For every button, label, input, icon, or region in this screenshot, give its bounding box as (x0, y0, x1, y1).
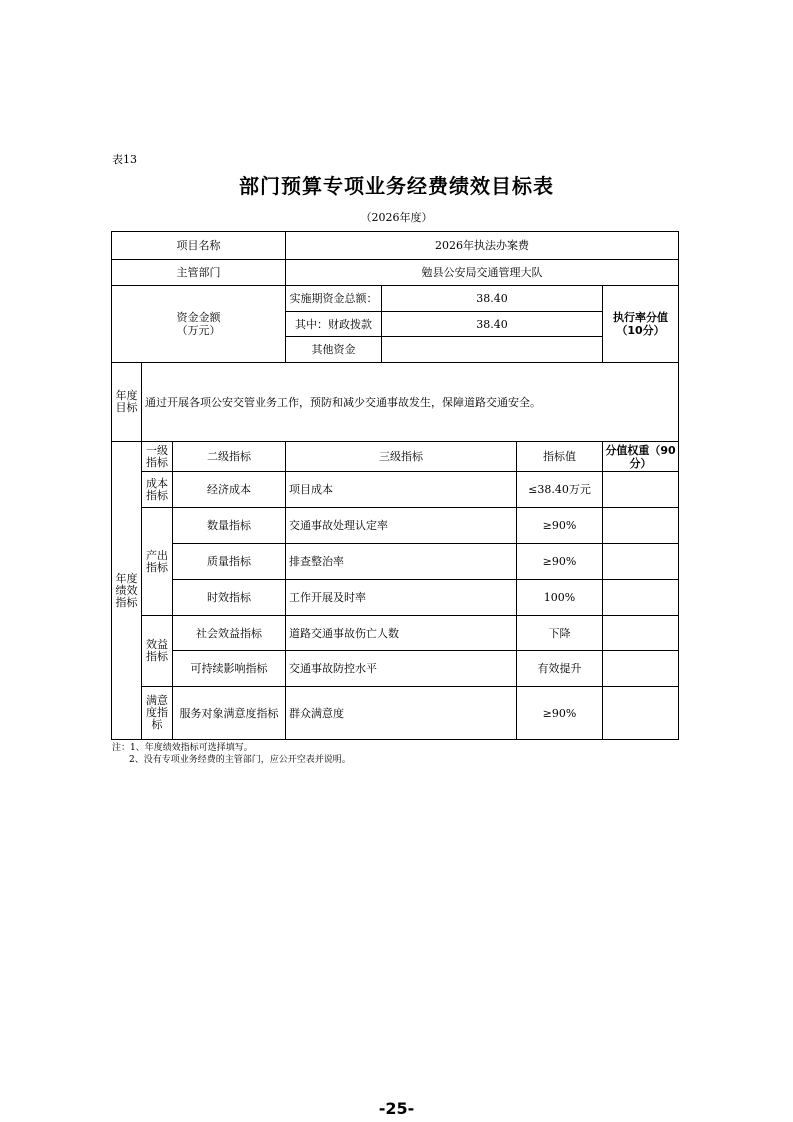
other-funds-value (382, 337, 603, 363)
level3-cell: 交通事故防控水平 (286, 651, 517, 687)
finance-allocation-value: 38.40 (382, 312, 603, 337)
value-cell: 下降 (517, 616, 603, 651)
page-number: -25- (378, 1099, 415, 1118)
annual-goal-label: 年度目标 (112, 363, 142, 442)
level3-cell: 群众满意度 (286, 687, 517, 740)
fiscal-year: （2026年度） (360, 211, 433, 224)
weight-cell (603, 616, 679, 651)
header-level2: 二级指标 (173, 442, 286, 472)
page-title: 部门预算专项业务经费绩效目标表 (239, 174, 554, 198)
level1-cost: 成本指标 (142, 472, 173, 508)
total-funds-value: 38.40 (382, 286, 603, 312)
value-cell: 有效提升 (517, 651, 603, 687)
header-level3: 三级指标 (286, 442, 517, 472)
total-funds-label: 实施期资金总额： (286, 286, 382, 312)
level3-cell: 交通事故处理认定率 (286, 508, 517, 544)
level3-cell: 道路交通事故伤亡人数 (286, 616, 517, 651)
level3-cell: 工作开展及时率 (286, 580, 517, 616)
value-cell: ≥90% (517, 544, 603, 580)
header-level1: 一级指标 (142, 442, 173, 472)
level3-cell: 排查整治率 (286, 544, 517, 580)
footnotes (112, 742, 351, 766)
execution-rate-score: 执行率分值（10分） (603, 286, 679, 363)
level2-cell: 服务对象满意度指标 (173, 687, 286, 740)
level1-benefit: 效益指标 (142, 616, 173, 687)
footnote-1: 注：1、年度绩效指标可选择填写。 (112, 743, 253, 753)
value-cell: 100% (517, 580, 603, 616)
level1-output: 产出指标 (142, 508, 173, 616)
weight-cell (603, 544, 679, 580)
level2-cell: 可持续影响指标 (173, 651, 286, 687)
department-label: 主管部门 (112, 260, 286, 286)
header-weight: 分值权重（90分） (603, 442, 679, 472)
value-cell: ≤38.40万元 (517, 472, 603, 508)
header-value: 指标值 (517, 442, 603, 472)
level2-cell: 经济成本 (173, 472, 286, 508)
department-value: 勉县公安局交通管理大队 (286, 260, 679, 286)
annual-goal-text: 通过开展各项公安交管业务工作，预防和减少交通事故发生，保障道路交通安全。 (142, 363, 679, 442)
project-name-label: 项目名称 (112, 232, 286, 260)
level2-cell: 数量指标 (173, 508, 286, 544)
performance-target-table (111, 231, 679, 740)
value-cell: ≥90% (517, 508, 603, 544)
weight-cell (603, 508, 679, 544)
weight-cell (603, 687, 679, 740)
funds-label-line1: 资金金额 (176, 311, 221, 324)
table-number-label: 表13 (112, 153, 137, 166)
level3-cell: 项目成本 (286, 472, 517, 508)
footnote-2: 2、没有专项业务经费的主管部门，应公开空表并说明。 (129, 755, 351, 765)
level2-cell: 质量指标 (173, 544, 286, 580)
project-name-value: 2026年执法办案费 (286, 232, 679, 260)
weight-cell (603, 651, 679, 687)
finance-allocation-label: 其中：财政拨款 (286, 312, 382, 337)
level2-cell: 社会效益指标 (173, 616, 286, 651)
other-funds-label: 其他资金 (286, 337, 382, 363)
level2-cell: 时效指标 (173, 580, 286, 616)
indicators-section-label: 年度绩效指标 (112, 442, 142, 740)
value-cell: ≥90% (517, 687, 603, 740)
funds-label-line2: （万元） (176, 324, 221, 337)
funds-label (112, 286, 286, 363)
weight-cell (603, 472, 679, 508)
level1-satisfaction: 满意度指标 (142, 687, 173, 740)
weight-cell (603, 580, 679, 616)
